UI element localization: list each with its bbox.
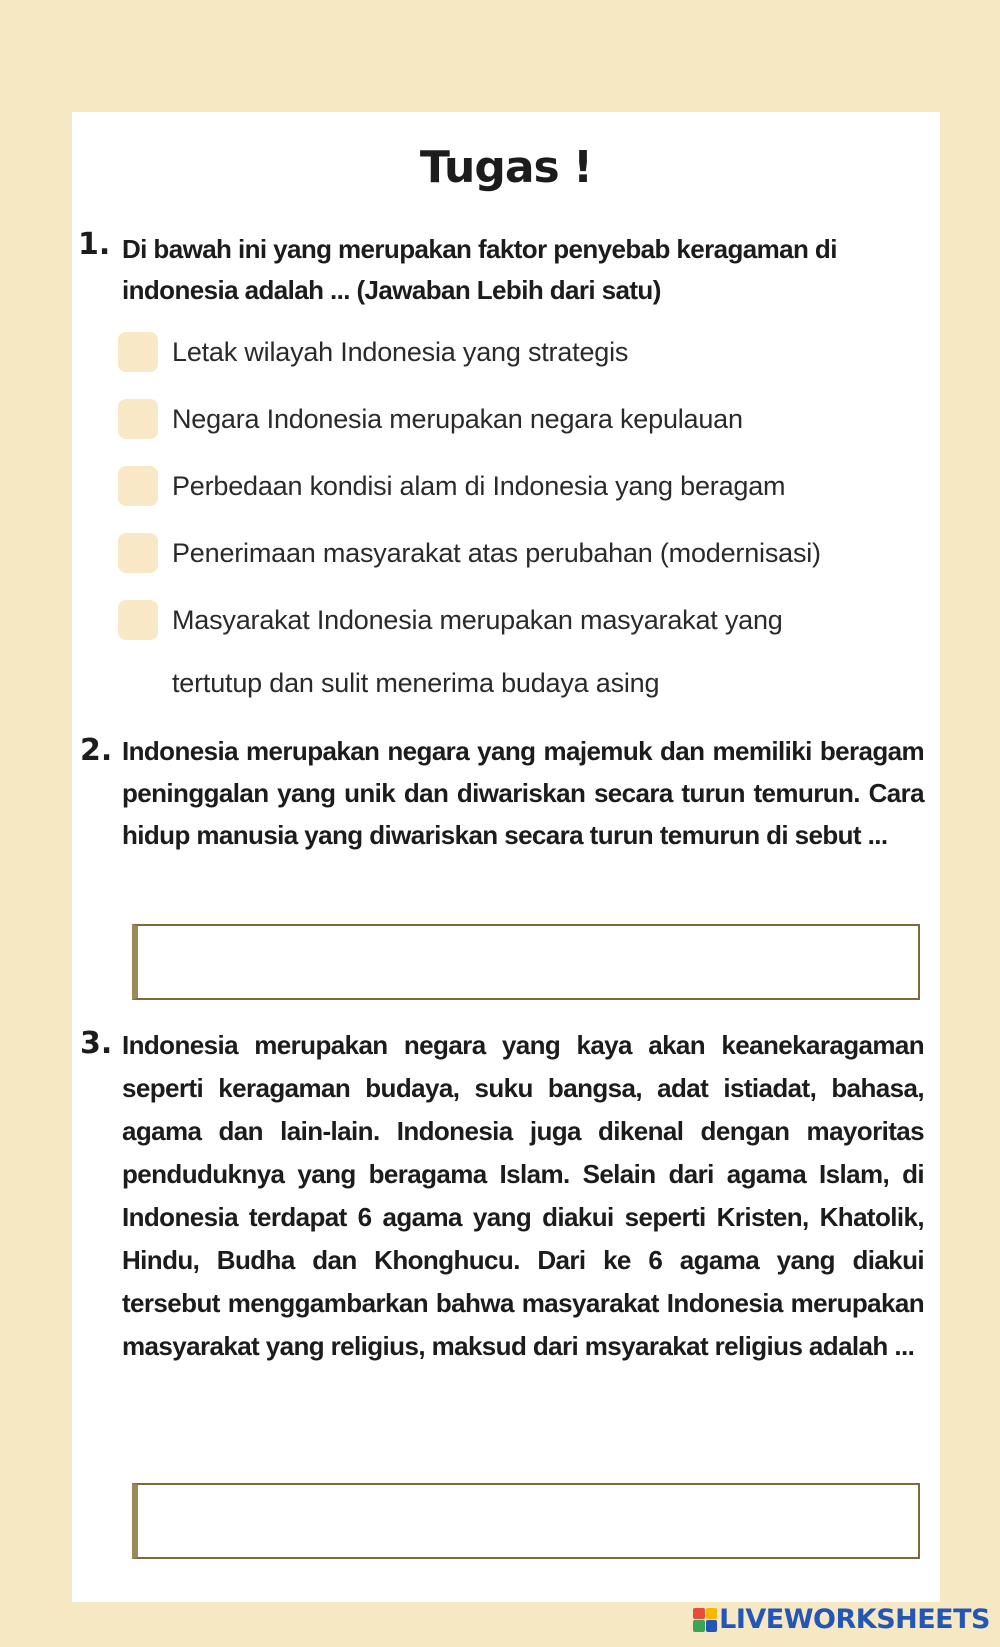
option-label: Negara Indonesia merupakan negara kepulauan [172,403,743,434]
question-3-answer-input[interactable] [138,1485,918,1557]
checkbox-1-2[interactable] [118,399,158,439]
worksheet [72,112,940,1602]
option-1-2[interactable] [118,397,898,441]
checkbox-1-5[interactable] [118,600,158,640]
worksheet-title: Tugas ! [419,142,593,193]
checkbox-1-3[interactable] [118,466,158,506]
question-1-text: Di bawah ini yang merupakan faktor penyebab keragaman di indonesia adalah ... (Jawaban Lebih dari satu) [122,234,837,305]
question-3-answer-box[interactable] [132,1483,920,1559]
question-2-answer-box[interactable] [132,924,920,1000]
option-label-continuation: tertutup dan sulit menerima budaya asing [172,668,660,698]
liveworksheets-logo[interactable] [693,1604,990,1635]
question-3-text: Indonesia merupakan negara yang kaya akan keanekaragaman seperti keragaman budaya, suku bangsa, adat istiadat, bahasa, agama dan lain-lain. Indonesia juga dikenal dengan mayoritas penduduknya yang beragama Islam. Selain dari agama Islam, di Indonesia terdapat 6 agama yang diakui seperti Kristen, Khatolik, Hindu, Budha dan Khonghucu. Dari ke 6 agama yang diakui tersebut menggambarkan bahwa masyarakat Indonesia merupakan masyarakat yang religius, maksud dari msyarakat religius adalah ... [122,1030,924,1361]
question-2-answer-input[interactable] [138,926,918,998]
question-1-number: 1. [78,227,111,262]
option-1-1[interactable] [118,330,898,374]
brand-grid-icon [693,1608,717,1632]
checkbox-1-1[interactable] [118,332,158,372]
question-2-text: Indonesia merupakan negara yang majemuk dan memiliki beragam peninggalan yang unik dan diwariskan secara turun temurun. Cara hidup manusia yang diwariskan secara turun temurun di sebut ... [122,736,924,850]
brand-name: LIVEWORKSHEETS [719,1604,990,1635]
option-label: Penerimaan masyarakat atas perubahan (modernisasi) [172,537,821,568]
option-label: Perbedaan kondisi alam di Indonesia yang beragam [172,470,786,501]
option-1-4[interactable] [118,531,898,575]
checkbox-1-4[interactable] [118,533,158,573]
question-3-number: 3. [80,1026,113,1061]
option-label: Masyarakat Indonesia merupakan masyarakat yang [172,604,783,635]
option-1-3[interactable] [118,464,898,508]
option-1-5[interactable] [118,598,898,642]
option-label: Letak wilayah Indonesia yang strategis [172,336,629,367]
question-2-number: 2. [80,733,113,768]
